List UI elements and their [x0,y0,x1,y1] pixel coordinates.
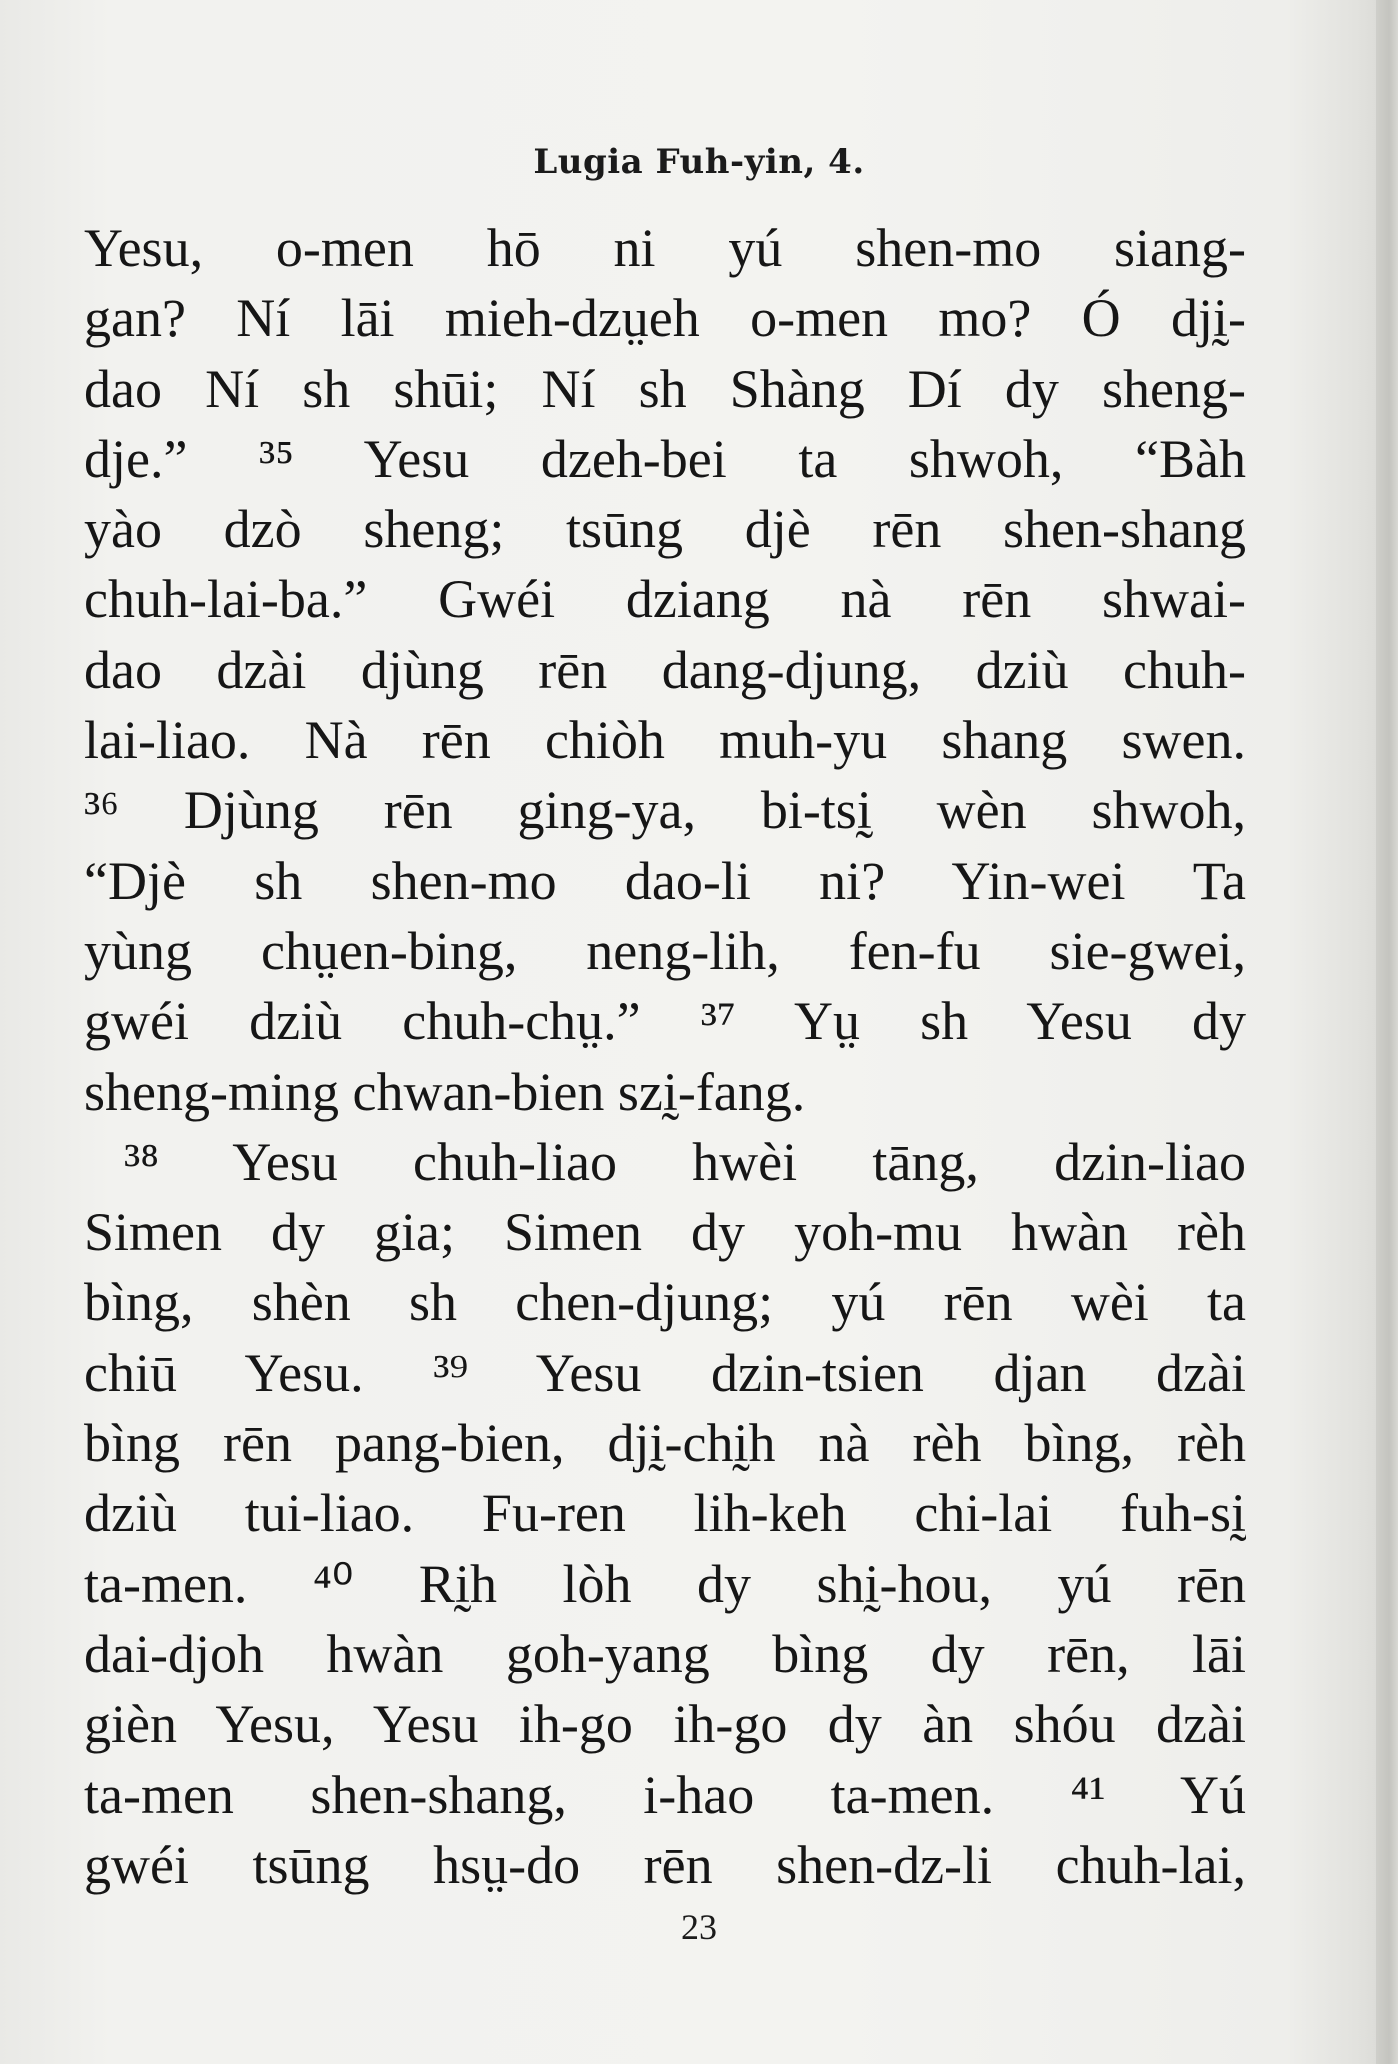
text-line: chiū Yesu. ³⁹ Yesu dzin-tsien djan dzài [84,1342,1246,1403]
text-line: bìng, shèn sh chen-djung; yú rēn wèi ta [84,1272,1246,1333]
text-line: gièn Yesu, Yesu ih-go ih-go dy àn shóu dzài [84,1694,1246,1755]
text-line: Simen dy gia; Simen dy yoh-mu hwàn rèh [84,1202,1246,1263]
text-line: dziù tui-liao. Fu-ren lih-keh chi-lai fuh-sḭ [84,1483,1246,1544]
body-text [84,213,1246,1900]
text-line: bìng rēn pang-bien, djḭ-chḭh nà rèh bìng, rèh [84,1413,1246,1474]
running-head: Lugia Fuh-yin, 4. [533,142,865,182]
text-line: “Djè sh shen-mo dao-li ni? Yin-wei Ta [84,850,1246,911]
text-line: ta-men shen-shang, i-hao ta-men. ⁴¹ Yú [84,1764,1246,1825]
text-line: ³⁸ Yesu chuh-liao hwèi tāng, dzin-liao [124,1131,1246,1192]
text-line: gwéi tsūng hsṳ-do rēn shen-dz-li chuh-lai, [84,1834,1246,1895]
text-line: yùng chṳen-bing, neng-lih, fen-fu sie-gwei, [84,920,1246,981]
book-edge [1376,0,1398,2064]
text-line: dao Ní sh shūi; Ní sh Shàng Dí dy sheng- [84,358,1246,419]
text-line: dai-djoh hwàn goh-yang bìng dy rēn, lāi [84,1623,1246,1684]
text-line: Yesu, o-men hō ni yú shen-mo siang- [84,218,1246,278]
text-line: yào dzò sheng; tsūng djè rēn shen-shang [84,499,1246,560]
text-line: gan? Ní lāi mieh-dzṳeh o-men mo? Ó djḭ- [84,288,1246,349]
text-line: ta-men. ⁴⁰ Rḭh lòh dy shḭ-hou, yú rēn [84,1553,1246,1614]
text-line: dje.” ³⁵ Yesu dzeh-bei ta shwoh, “Bàh [84,428,1246,489]
text-line: ³⁶ Djùng rēn ging-ya, bi-tsḭ wèn shwoh, [84,780,1246,841]
text-line: chuh-lai-ba.” Gwéi dziang nà rēn shwai- [84,569,1246,630]
text-line: dao dzài djùng rēn dang-djung, dziù chuh- [84,639,1246,700]
text-line: lai-liao. Nà rēn chiòh muh-yu shang swen. [84,710,1246,771]
text-line: gwéi dziù chuh-chṳ.” ³⁷ Yṳ sh Yesu dy [84,991,1246,1052]
page-number: 23 [681,1907,717,1947]
text-line: sheng-ming chwan-bien szḭ-fang. [84,1061,806,1122]
